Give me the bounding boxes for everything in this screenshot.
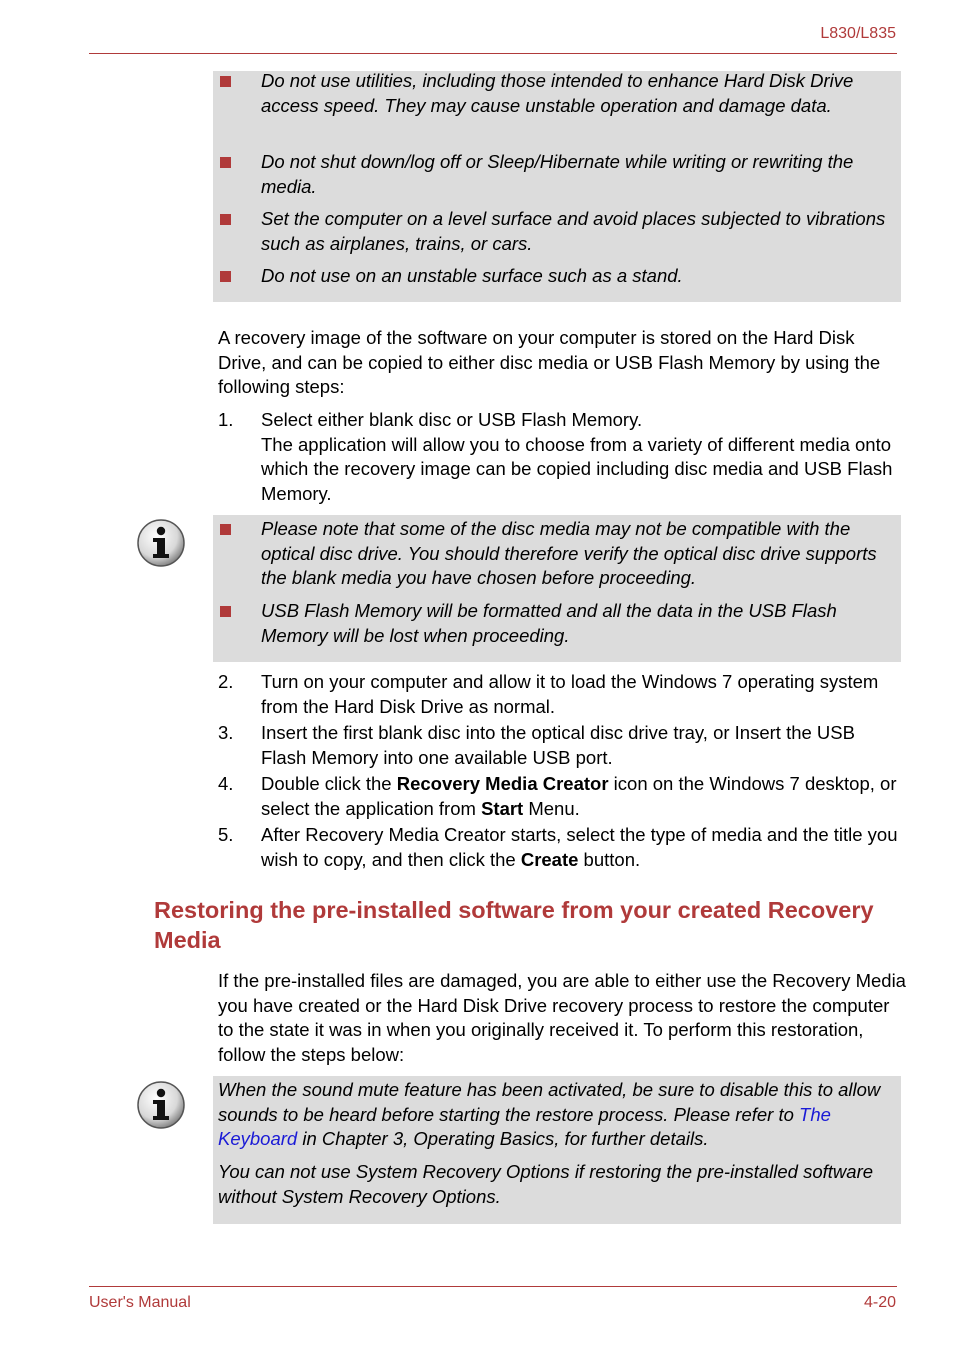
step-text-part: After Recovery Media Creator starts, select the type of media and the title you wish to copy, and then click the [261,824,898,870]
section-body: If the pre-installed files are damaged, you are able to either use the Recovery Media you have created or the Hard Disk Drive recovery process to restore the computer to the state it was in when you originally received it. To perform this restoration, follow the steps below: [218,970,906,1065]
info-box-1 [213,515,901,662]
caution-text: Set the computer on a level surface and avoid places subjected to vibrations such as airplanes, trains, or cars. [261,208,886,254]
caution-text: Do not shut down/log off or Sleep/Hibernate while writing or rewriting the media. [261,151,854,197]
step-text: Turn on your computer and allow it to load the Windows 7 operating system from the Hard Disk Drive as normal. [261,671,879,717]
step-number: 2. [218,671,234,692]
step-text: Insert the first blank disc into the optical disc drive tray, or Insert the USB Flash Memory into one available USB port. [261,722,855,768]
info-icon [136,1080,186,1130]
step-subtext: The application will allow you to choose from a variety of different media onto which the recovery image can be copied including disc media and USB Flash Memory. [261,433,893,504]
step-bold-term: Start [481,797,524,819]
note-text-part: in Chapter 3, Operating Basics, for further details. [297,1128,709,1149]
intro-paragraph: A recovery image of the software on your computer is stored on the Hard Disk Drive, and can be copied to either disc media or USB Flash Memory by using the following steps: [218,327,881,397]
section-heading: Restoring the pre-installed software from your created Recovery Media [154,897,874,953]
bullet-square-icon [220,214,231,225]
keyboard-link[interactable]: The Keyboard [218,1103,831,1149]
info-box-2 [213,1076,901,1224]
step-number: 5. [218,824,234,845]
step-content [261,408,901,506]
caution-text: Do not use utilities, including those intended to enhance Hard Disk Drive access speed. They may cause unstable operation and damage data. [261,70,854,116]
step-text: Select either blank disc or USB Flash Memory. [261,409,643,430]
step-text [261,772,901,821]
info-note-paragraph [218,1078,898,1152]
step-text [261,823,901,872]
footer-title: User's Manual [89,1294,191,1311]
footer-rule [89,1286,897,1287]
step-bold-term: Create [520,848,579,870]
bullet-square-icon [220,524,231,535]
info-note-paragraph: You can not use System Recovery Options if restoring the pre-installed software without System Recovery Options. [218,1161,874,1207]
bullet-square-icon [220,606,231,617]
bullet-square-icon [220,271,231,282]
caution-text: Do not use on an unstable surface such as a stand. [261,265,683,286]
step-number: 4. [218,773,234,794]
step-text-part: button. [578,848,641,870]
bullet-square-icon [220,157,231,168]
header-model: L830/L835 [820,25,896,42]
page-number: 4-20 [863,1294,896,1311]
step-text-part: Double click the [261,773,397,794]
info-text: Please note that some of the disc media may not be compatible with the optical disc drive. You should therefore verify the optical disc drive supports the blank media you have chosen before proceeding. [261,518,877,588]
bullet-square-icon [220,76,231,87]
step-text-part: icon on the Windows 7 desktop, or select the application from [261,773,897,819]
step-text-part: Menu. [523,797,580,819]
step-number: 3. [218,722,234,743]
info-icon [136,518,186,568]
step-bold-term: Recovery Media Creator [396,773,609,794]
step-number: 1. [218,409,234,430]
caution-box [213,71,901,302]
info-text: USB Flash Memory will be formatted and all the data in the USB Flash Memory will be lost when proceeding. [261,600,837,646]
header-rule [89,53,897,54]
note-text-part: When the sound mute feature has been activated, be sure to disable this to allow sounds to be heard before starting the restore process. Please refer to [218,1079,881,1125]
